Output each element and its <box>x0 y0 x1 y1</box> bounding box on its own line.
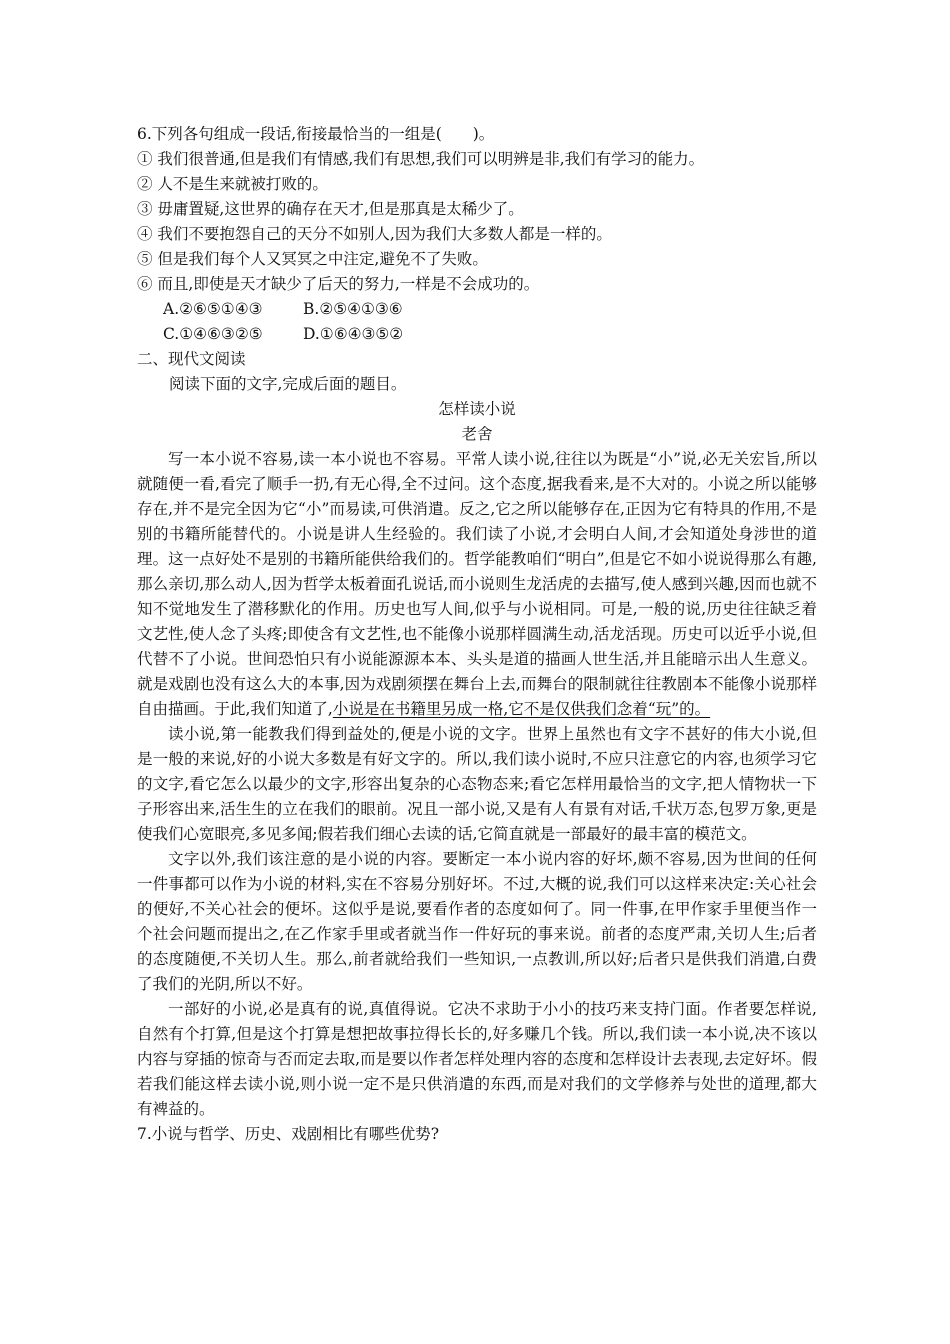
sentence-3: ③ 毋庸置疑,这世界的确存在天才,但是那真是太稀少了。 <box>137 200 524 218</box>
question-7-stem: 7.小说与哲学、历史、戏剧相比有哪些优势? <box>137 1125 440 1143</box>
article-title: 怎样读小说 <box>438 400 516 418</box>
paragraph-1-text: 写一本小说不容易,读一本小说也不容易。平常人读小说,往往以为既是“小”说,必无关宏旨,所以就随便一看,看完了顺手一扔,有无心得,全不过问。这个态度,据我看来,是不大对的。小说之所以能够存在,并不是完全因为它“小”而易读,可供消遣。反之,它之所以能够存在,正因为它有特具的作用,不是别的书籍所能替代的。小说是讲人生经验的。我们读了小说,才会明白人间,才会知道处身涉世的道理。这一点好处不是别的书籍所能供给我们的。哲学能教咱们“明白”,但是它不如小说说得那么有趣,那么亲切,那么动人,因为哲学太板着面孔说话,而小说则生龙活虎的去描写,使人感到兴趣,因而也就不知不觉地发生了潜移默化的作用。历史也写人间,似乎与小说相同。可是,一般的说,历史往往缺乏着文艺性,使人念了头疼;即使含有文艺性,也不能像小说那样圆满生动,活龙活现。历史可以近乎小说,但代替不了小说。世间恐怕只有小说能源源本本、头头是道的描画人世生活,并且能暗示出人生意义。就是戏剧也没有这么大的本事,因为戏剧须摆在舞台上去,而舞台的限制就往往教剧本不能像小说那样自由描画。于此,我们知道了, <box>137 450 817 718</box>
article-author: 老舍 <box>461 425 493 443</box>
sentence-4: ④ 我们不要抱怨自己的天分不如别人,因为我们大多数人都是一样的。 <box>137 225 612 243</box>
question-6-stem: 6.下列各句组成一段话,衔接最恰当的一组是( )。 <box>137 125 495 143</box>
option-b: B.②⑤④①③⑥ <box>303 300 403 318</box>
options-row-1 <box>137 297 817 322</box>
section-heading: 二、现代文阅读 <box>137 350 246 368</box>
underlined-sentence: 小说是在书籍里另成一格,它不是仅供我们念着“玩”的。 <box>332 700 711 718</box>
document-page <box>137 122 817 1147</box>
sentence-2: ② 人不是生来就被打败的。 <box>137 175 328 193</box>
options-row-2 <box>137 322 817 347</box>
option-c: C.①④⑥③②⑤ <box>163 325 263 343</box>
sentence-1: ① 我们很普通,但是我们有情感,我们有思想,我们可以明辨是非,我们有学习的能力。 <box>137 150 705 168</box>
sentence-5: ⑤ 但是我们每个人又冥冥之中注定,避免不了失败。 <box>137 250 488 268</box>
reading-instruction: 阅读下面的文字,完成后面的题目。 <box>169 375 407 393</box>
option-a: A.②⑥⑤①④③ <box>163 300 263 318</box>
article-paragraph-1 <box>137 447 817 722</box>
option-d: D.①⑥④③⑤② <box>303 325 404 343</box>
article-paragraph-4: 一部好的小说,必是真有的说,真值得说。它决不求助于小小的技巧来支持门面。作者要怎样说,自然有个打算,但是这个打算是想把故事拉得长长的,好多赚几个钱。所以,我们读一本小说,决不该以内容与穿插的惊奇与否而定去取,而是要以作者怎样处理内容的态度和怎样设计去表现,去定好坏。假若我们能这样去读小说,则小说一定不是只供消遣的东西,而是对我们的文学修养与处世的道理,都大有裨益的。 <box>137 1000 817 1118</box>
article-paragraph-2: 读小说,第一能教我们得到益处的,便是小说的文字。世界上虽然也有文字不甚好的伟大小说,但是一般的来说,好的小说大多数是有好文字的。所以,我们读小说时,不应只注意它的内容,也须学习它的文字,看它怎么以最少的文字,形容出复杂的心态物态来;看它怎样用最恰当的文字,把人情物状一下子形容出来,活生生的立在我们的眼前。况且一部小说,又是有人有景有对话,千状万态,包罗万象,更是使我们心宽眼亮,多见多闻;假若我们细心去读的话,它简直就是一部最好的最丰富的模范文。 <box>137 725 817 843</box>
article-paragraph-3: 文字以外,我们该注意的是小说的内容。要断定一本小说内容的好坏,颇不容易,因为世间的任何一件事都可以作为小说的材料,实在不容易分别好坏。不过,大概的说,我们可以这样来决定:关心社会的便好,不关心社会的便坏。这似乎是说,要看作者的态度如何了。同一件事,在甲作家手里便当作一个社会问题而提出之,在乙作家手里或者就当作一件好玩的事来说。前者的态度严肃,关切人生;后者的态度随便,不关切人生。那么,前者就给我们一些知识,一点教训,所以好;后者只是供我们消遣,白费了我们的光阴,所以不好。 <box>137 850 817 993</box>
sentence-6: ⑥ 而且,即使是天才缺少了后天的努力,一样是不会成功的。 <box>137 275 540 293</box>
